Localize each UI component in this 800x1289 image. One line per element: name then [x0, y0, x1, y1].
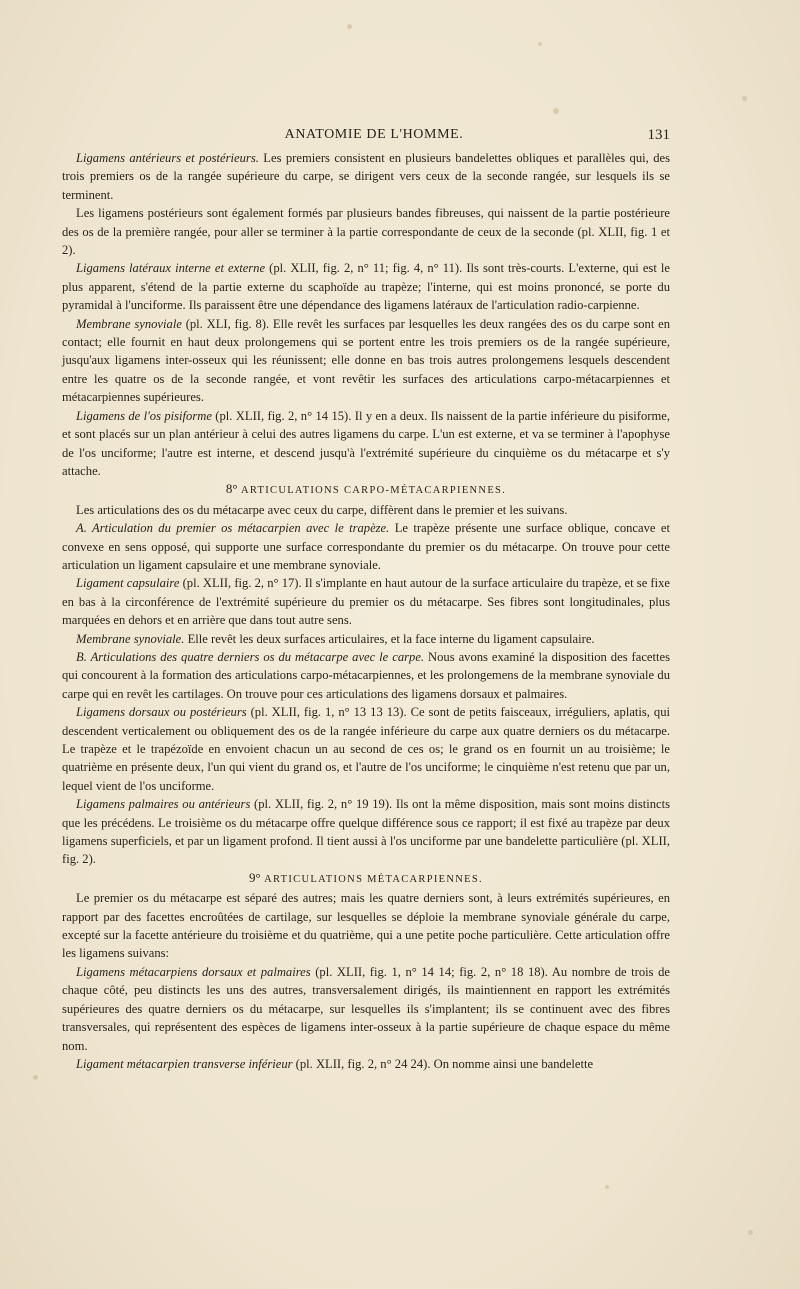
paragraph-lead: Ligamens latéraux interne et externe [76, 261, 266, 276]
paragraph-text: Les ligamens postérieurs sont également formés par plusieurs bandes fibreuses, qui naissent de la partie postérieure des os de la première rangée, pour aller se terminer à la partie correspondante de ceux de la seconde (pl. XLII, fig. 1 et 2). [62, 206, 670, 258]
paragraph-text: (pl. XLII, fig. 2, n° 14 15). Il y en a deux. Ils naissent de la partie inférieure du pisiforme, et sont placés sur un plan antérieur à celui des autres ligamens du carpe. L'un est externe, et va se terminer à l'apophyse de l'os unciforme; l'autre est interne, et descend jusqu'à l'extrémité supérieure du cinquième os du métacarpe et s'y attache. [62, 408, 671, 478]
foxing-spot [742, 96, 747, 101]
paragraph-text: Le trapèze présente une surface oblique, concave et convexe en sens opposé, qui supporte une surface correspondante du premier os du métacarpe. On trouve pour cette articulation un ligament capsulaire et une membrane synoviale. [62, 521, 670, 572]
paragraph [62, 519, 670, 574]
paragraph-text: Nous avons examiné la disposition des facettes qui concourent à la formation des articulations carpo-métacarpiennes, et les prolongemens de la membrane synoviale du carpe qui en revêt les cartilages. On trouve pour ces articulations des ligamens dorsaux et palmaires. [62, 649, 671, 701]
paragraph [62, 703, 670, 795]
section-title: ARTICULATIONS MÉTACARPIENNES. [264, 873, 483, 885]
section-number: 8° [225, 481, 238, 497]
paragraph-lead: Ligamens de l'os pisiforme [76, 408, 212, 423]
paragraph-text: (pl. XLII, fig. 2, n° 11; fig. 4, n° 11). Ils sont très-courts. L'externe, qui est le plus apparent, s'étend de la partie externe du scaphoïde au trapèze; l'interne, qui est moins prononcé, se porte du pyramidal à l'unciforme. Ils paraissent être une dépendance des ligamens latéraux de l'articulation radio-carpienne. [62, 261, 671, 313]
paragraph-text: Les articulations des os du métacarpe avec ceux du carpe, diffèrent dans le premier et les suivans. [76, 502, 568, 517]
paragraph-text: (pl. XLII, fig. 1, n° 13 13 13). Ce sont de petits faisceaux, irréguliers, aplatis, qui descendent verticalement ou obliquement des os de la rangée inférieure du carpe aux quatre derniers os du métacarpe. Le trapèze et le trapézoïde en envoient chacun un au second de ces os; le grand os en fournit un au troisième; le quatrième en présente deux, l'un qui vient du grand os, et l'autre de l'os unciforme; le cinquième n'est retenu que par un, lequel vient de l'os unciforme. [62, 705, 670, 793]
paragraph-text: (pl. XLII, fig. 1, n° 14 14; fig. 2, n° 18 18). Au nombre de trois de chaque côté, peu distincts les uns des autres, transversalement dirigés, ils maintiennent en rapport les extrémités supérieures des quatre derniers os du métacarpe, sur lesquelles ils s'implantent; ils se continuent avec des fibres transversales, qui représentent des espèces de ligamens inter-osseux à la partie supérieure de chaque espace du même nom. [62, 964, 671, 1053]
paragraph [62, 574, 670, 629]
paragraph-text: Le premier os du métacarpe est séparé des autres; mais les quatre derniers sont, à leurs extrémités supérieures, en rapport par des facettes encroûtées de cartilage, sur lesquelles se déploie la membrane synoviale générale du carpe, excepté sur la facette antérieure du troisième et du quatrième, qui a une petite poche particulière. Cette articulation offre les ligamens suivans: [62, 891, 670, 961]
paragraph-text: (pl. XLII, fig. 2, n° 17). Il s'implante en haut autour de la surface articulaire du trapèze, et se fixe en bas à la circonférence de l'extrémité supérieure du premier os du métacarpe. Ses fibres sont longitudinales, plus marquées en dehors et en arrière que dans tout autre sens. [62, 576, 671, 628]
paragraph-lead: Membrane synoviale. [76, 631, 185, 646]
paragraph [62, 259, 670, 314]
page-body [62, 149, 670, 1073]
paragraph [62, 149, 670, 204]
paragraph [62, 1055, 670, 1073]
paragraph-group [62, 889, 670, 1073]
paragraph-text: Elle revêt les deux surfaces articulaires, et la face interne du ligament capsulaire. [184, 631, 595, 646]
paragraph-lead: A. Articulation du premier os métacarpien avec le trapèze. [76, 521, 390, 536]
paragraph-text: (pl. XLI, fig. 8). Elle revêt les surfaces par lesquelles les deux rangées des os du carpe sont en contact; elle fournit en haut deux prolongemens qui se portent entre les trois premiers os de la rangée supérieure, jusqu'aux ligamens inter-osseux qui les réunissent; elle donne en bas trois autres prolongemens lesquels descendent entre les quatre os de la seconde rangée, et vont revêtir les surfaces des articulations carpo-métacarpiennes et métacarpiennes supérieures. [62, 316, 670, 405]
paragraph [62, 889, 670, 963]
paragraph-group [62, 501, 670, 869]
paragraph [62, 795, 670, 869]
paragraph-lead: Ligamens dorsaux ou postérieurs [76, 705, 247, 720]
paragraph-text: (pl. XLII, fig. 2, n° 19 19). Ils ont la même disposition, mais sont moins distincts que les précédens. Le troisième os du métacarpe offre quelque différence sous ce rapport; il est fixé au trapèze par deux ligamens superficiels, et par un ligament profond. Il tient aussi à l'os unciforme par une bandelette particulière (pl. XLII, fig. 2). [62, 797, 670, 867]
paragraph-group [62, 149, 670, 480]
paragraph [62, 648, 670, 703]
section-title: ARTICULATIONS CARPO-MÉTACARPIENNES. [240, 485, 507, 497]
section-heading [62, 480, 670, 500]
foxing-spot [347, 24, 352, 29]
paragraph-lead: Ligamens palmaires ou antérieurs [76, 797, 251, 812]
paragraph [62, 315, 670, 407]
section-number: 9° [249, 869, 261, 885]
paragraph-text: Les premiers consistent en plusieurs bandelettes obliques et parallèles qui, des trois premiers os de la rangée supérieure du carpe, se dirigent vers ceux de la seconde rangée, sur lesquels ils se terminent. [62, 151, 670, 202]
foxing-spot [33, 1075, 38, 1080]
paragraph-lead: Ligamens métacarpiens dorsaux et palmaires [76, 964, 311, 979]
paragraph-lead: Membrane synoviale [76, 316, 182, 331]
foxing-spot [748, 1230, 753, 1235]
running-title: ANATOMIE DE L'HOMME. [284, 127, 464, 142]
paragraph-lead: Ligamens antérieurs et postérieurs. [76, 151, 259, 165]
paragraph-lead: Ligament capsulaire [76, 576, 180, 591]
paragraph-text: (pl. XLII, fig. 2, n° 24 24). On nomme ainsi une bandelette [292, 1056, 594, 1071]
section-heading [62, 869, 670, 889]
paragraph [62, 963, 670, 1055]
paragraph-lead: Ligament métacarpien transverse inférieur [76, 1056, 293, 1071]
paragraph [62, 407, 670, 481]
paragraph-lead: B. Articulations des quatre derniers os du métacarpe avec le carpe. [76, 649, 425, 664]
foxing-spot [553, 108, 559, 114]
paragraph [62, 630, 670, 648]
foxing-spot [538, 42, 542, 46]
foxing-spot [605, 1185, 609, 1189]
paragraph [62, 501, 670, 519]
page-header [78, 127, 670, 147]
page-number: 131 [647, 127, 670, 143]
paragraph [62, 204, 670, 259]
